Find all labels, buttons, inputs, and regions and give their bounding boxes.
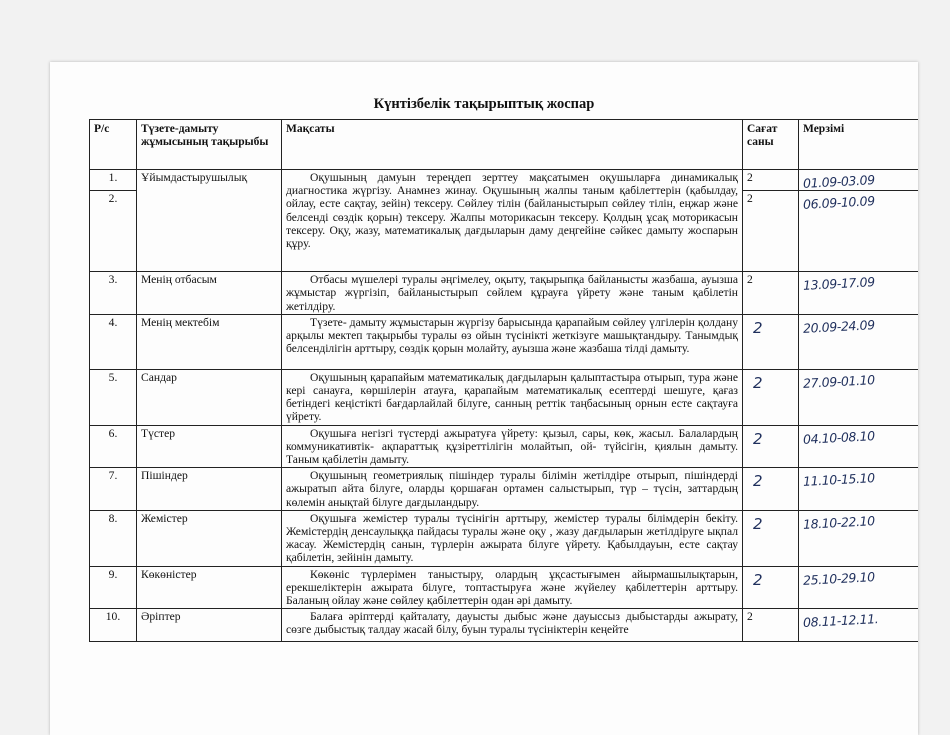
document-page (50, 62, 918, 735)
row-term (799, 314, 919, 369)
handwritten-hours: 2 (753, 570, 763, 589)
table-row (90, 369, 919, 425)
handwritten-date: 20.09-24.09 (802, 316, 876, 336)
handwritten-date: 06.09-10.09 (802, 193, 876, 213)
row-num: 1. (90, 170, 137, 191)
row-goal: Балаға әріптерді қайталату, дауысты дыбыс және дауыссыз дыбыстарды ажырату, сөзге дыбыстық талдау жасай білу, буын туралы түсініктерін кеңейте (282, 609, 743, 642)
handwritten-hours: 2 (753, 514, 763, 533)
row-goal: Көкөніс түрлерімен таныстыру, олардың ұқсастығымен айырмашылықтарын, ерекшеліктерін ажырата білуге, топтастыруға және жүйелеу қабілеттерін арттыру. Баланың ойлау және сөйлеу қабілеттерін одан әрі дамыту. (282, 566, 743, 609)
handwritten-hours: 2 (753, 318, 763, 337)
row-term (799, 566, 919, 609)
header-term: Мерзімі (799, 120, 919, 170)
row-term (799, 468, 919, 511)
row-goal: Оқушының қарапайым математикалық дағдыларын қалыптастыра отырып, тура және кері санауға, көршілерін атауға, қарапайым математикалық есептерді шешуге, қағаз бетіндегі кеңістікті бағдарлайлай білуге, санның реттік таңбасының орнын есте сақтауға үйрету. (282, 369, 743, 425)
row-hours (743, 369, 799, 425)
row-topic: Менің мектебім (137, 314, 282, 369)
row-num: 8. (90, 510, 137, 566)
row-hours (743, 566, 799, 609)
handwritten-date: 13.09-17.09 (802, 274, 876, 294)
row-goal: Отбасы мүшелері туралы әңгімелеу, оқыту, тақырыпқа байланысты жазбаша, ауызша жұмыстар жүргізіп, байланыстырып сөйлем құрауға үйрету және таным қабілетін жетілдіру. (282, 272, 743, 315)
row-num: 2. (90, 191, 137, 272)
table-row (90, 609, 919, 642)
table-row (90, 272, 919, 315)
row-num: 3. (90, 272, 137, 315)
row-hours (743, 314, 799, 369)
row-goal: Оқушыға жемістер туралы түсінігін арттыру, жемістер туралы білімдерін бекіту. Жемістердің денсаулыққа пайдасы туралы және оқу , жазу дағдыларын жетілдіруге ықпал жасау. Жемістердің санын, түрлерін ажырата білуге үйрету. Қабылдауын, есте сақтау қабілетін, зейінін дамыту. (282, 510, 743, 566)
row-hours (743, 425, 799, 468)
row-topic: Сандар (137, 369, 282, 425)
row-topic: Көкөністер (137, 566, 282, 609)
handwritten-date: 04.10-08.10 (802, 427, 876, 447)
row-term (799, 609, 919, 642)
handwritten-date: 11.10-15.10 (802, 470, 876, 490)
table-row (90, 566, 919, 609)
table-row (90, 314, 919, 369)
row-term (799, 425, 919, 468)
header-num: Р/с (90, 120, 137, 170)
row-goal: Түзете- дамыту жұмыстарын жүргізу барысында қарапайым сөйлеу үлгілерін қолдану арқылы мектеп тақырыбы туралы өз ойын түсінікті жеткізуге машықтандыру. Танымдық белсенділігін арттыру, сөздік қорын молайту, ауызша және жазбаша тілді дамыту. (282, 314, 743, 369)
table-header-row (90, 120, 919, 170)
row-hours (743, 468, 799, 511)
row-hours: 2 (743, 170, 799, 191)
row-hours: 2 (743, 272, 799, 315)
row-topic: Менің отбасым (137, 272, 282, 315)
handwritten-date: 25.10-29.10 (802, 568, 876, 588)
row-topic: Әріптер (137, 609, 282, 642)
handwritten-hours: 2 (753, 472, 763, 491)
handwritten-hours: 2 (753, 429, 763, 448)
row-num: 7. (90, 468, 137, 511)
row-hours: 2 (743, 609, 799, 642)
handwritten-hours: 2 (753, 373, 763, 392)
row-term (799, 191, 919, 272)
row-goal: Оқушының дамуын тереңдеп зерттеу мақсатымен оқушыларға динамикалық диагностика жүргізу. Анамнез жинау. Оқушының жалпы таным қабілеттерін (қабылдау, ойлау, есте сақтау, зейін) тексеру. Сөйлеу тілін (байланыстырып сөйлеу тілін, еңжар және белсенді сөздік қорын) тексеру. Жалпы моторикасын тексеру. Қолдың ұсақ моторикасын тексеру. Оқу, жазу, математикалық дағдыларын даму деңгейіне сәйкес дамыту жоспарын құру. (282, 170, 743, 272)
row-num: 10. (90, 609, 137, 642)
row-num: 9. (90, 566, 137, 609)
table-row (90, 468, 919, 511)
handwritten-date: 18.10-22.10 (802, 512, 876, 532)
row-term (799, 272, 919, 315)
header-topic: Түзете-дамыту жұмысының тақырыбы (137, 120, 282, 170)
plan-table (89, 119, 918, 642)
handwritten-date: 27.09-01.10 (802, 371, 876, 391)
header-hours: Сағат саны (743, 120, 799, 170)
table-row (90, 510, 919, 566)
row-num: 4. (90, 314, 137, 369)
row-topic: Пішіндер (137, 468, 282, 511)
row-term (799, 369, 919, 425)
row-topic: Ұйымдастырушылық (137, 170, 282, 272)
header-goal: Мақсаты (282, 120, 743, 170)
table-row (90, 425, 919, 468)
row-term (799, 170, 919, 191)
row-topic: Түстер (137, 425, 282, 468)
table-row (90, 170, 919, 191)
row-topic: Жемістер (137, 510, 282, 566)
handwritten-date: 08.11-12.11. (802, 611, 879, 631)
row-hours (743, 510, 799, 566)
page-title: Күнтізбелік тақырыптық жоспар (373, 96, 595, 112)
row-goal: Оқушының геометриялық пішіндер туралы білімін жетілдіре отырып, пішіндерді ажыратып айта білуге, оларды қоршаған ортамен салыстырып, түр – түсін, заттардың көлемін анықтай білуге дағдыландыру. (282, 468, 743, 511)
row-num: 6. (90, 425, 137, 468)
row-term (799, 510, 919, 566)
handwritten-date: 01.09-03.09 (802, 172, 876, 191)
row-num: 5. (90, 369, 137, 425)
row-goal: Оқушыға негізгі түстерді ажыратуға үйрету: қызыл, сары, көк, жасыл. Балалардың коммуникативтік- ақпараттық құзіреттілігін молайтып, ой- түйсігін, қиялын дамыту. Таным қабілетін дамыту. (282, 425, 743, 468)
row-hours: 2 (743, 191, 799, 272)
